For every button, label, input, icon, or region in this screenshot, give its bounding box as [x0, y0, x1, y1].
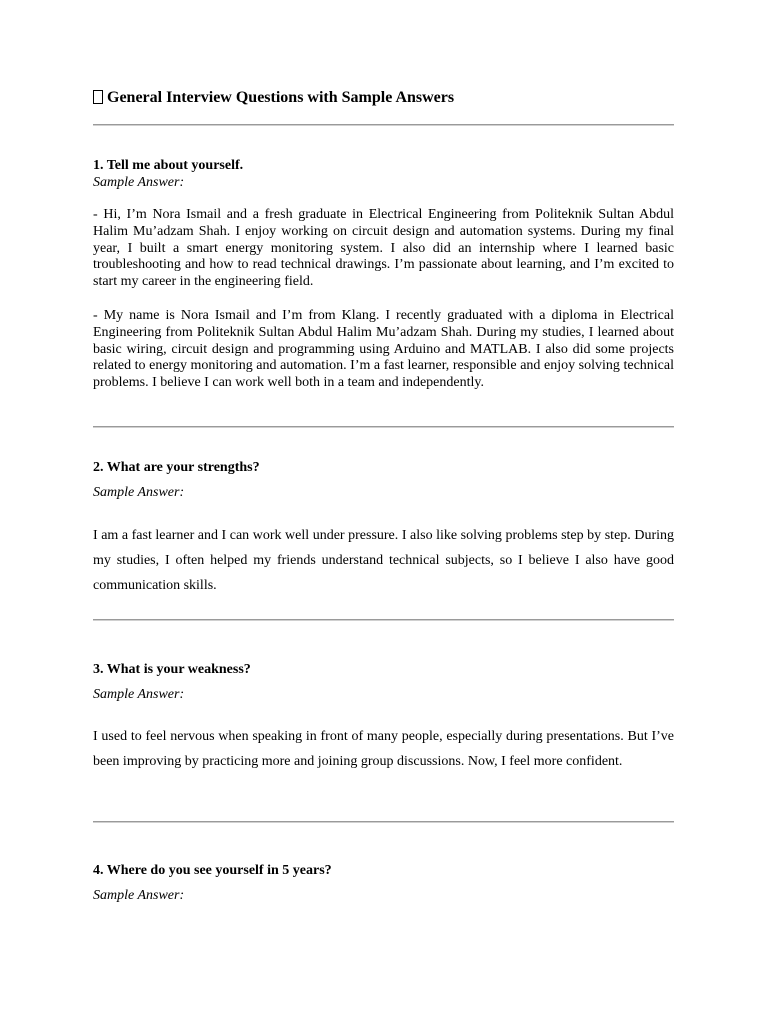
section-divider	[93, 124, 674, 126]
document-title	[93, 88, 454, 108]
document-title-text: General Interview Questions with Sample Answers	[107, 89, 455, 106]
answer-paragraph: I am a fast learner and I can work well under pressure. I also like solving problems step by step. During my studies, I often helped my friends understand technical subjects, so I believe I also have good communication skills.	[93, 528, 674, 593]
question-heading: 3. What is your weakness?	[93, 662, 251, 677]
missing-glyph-icon	[93, 90, 103, 104]
sample-answer-label: Sample Answer:	[93, 485, 185, 500]
sample-answer-label: Sample Answer:	[93, 687, 185, 702]
section-divider	[93, 619, 674, 621]
question-heading: 1. Tell me about yourself.	[93, 158, 244, 173]
answer-paragraph: - My name is Nora Ismail and I’m from Klang. I recently graduated with a diploma in Electrical Engineering from Politeknik Sultan Abdul Halim Mu’adzam Shah. During my studies, I learned about basic wiring, circuit design and programming using Arduino and MATLAB. I also did some projects related to energy monitoring and automation. I’m a fast learner, responsible and enjoy solving technical problems. I believe I can work well both in a team and independently.	[93, 308, 674, 391]
answer-paragraph: - Hi, I’m Nora Ismail and a fresh graduate in Electrical Engineering from Politeknik Sultan Abdul Halim Mu’adzam Shah. I enjoy working on circuit design and automation systems. During my final year, I built a smart energy monitoring system. I also did an internship where I learned basic troubleshooting and how to read technical drawings. I’m passionate about learning, and I’m excited to start my career in the engineering field.	[93, 207, 674, 290]
question-heading: 2. What are your strengths?	[93, 460, 260, 475]
section-divider	[93, 821, 674, 823]
answer-paragraph: I used to feel nervous when speaking in front of many people, especially during presentations. But I’ve been improving by practicing more and joining group discussions. Now, I feel more confident.	[93, 729, 674, 769]
sample-answer-label: Sample Answer:	[93, 888, 185, 903]
question-heading: 4. Where do you see yourself in 5 years?	[93, 863, 332, 878]
section-divider	[93, 426, 674, 428]
sample-answer-label: Sample Answer:	[93, 175, 185, 190]
